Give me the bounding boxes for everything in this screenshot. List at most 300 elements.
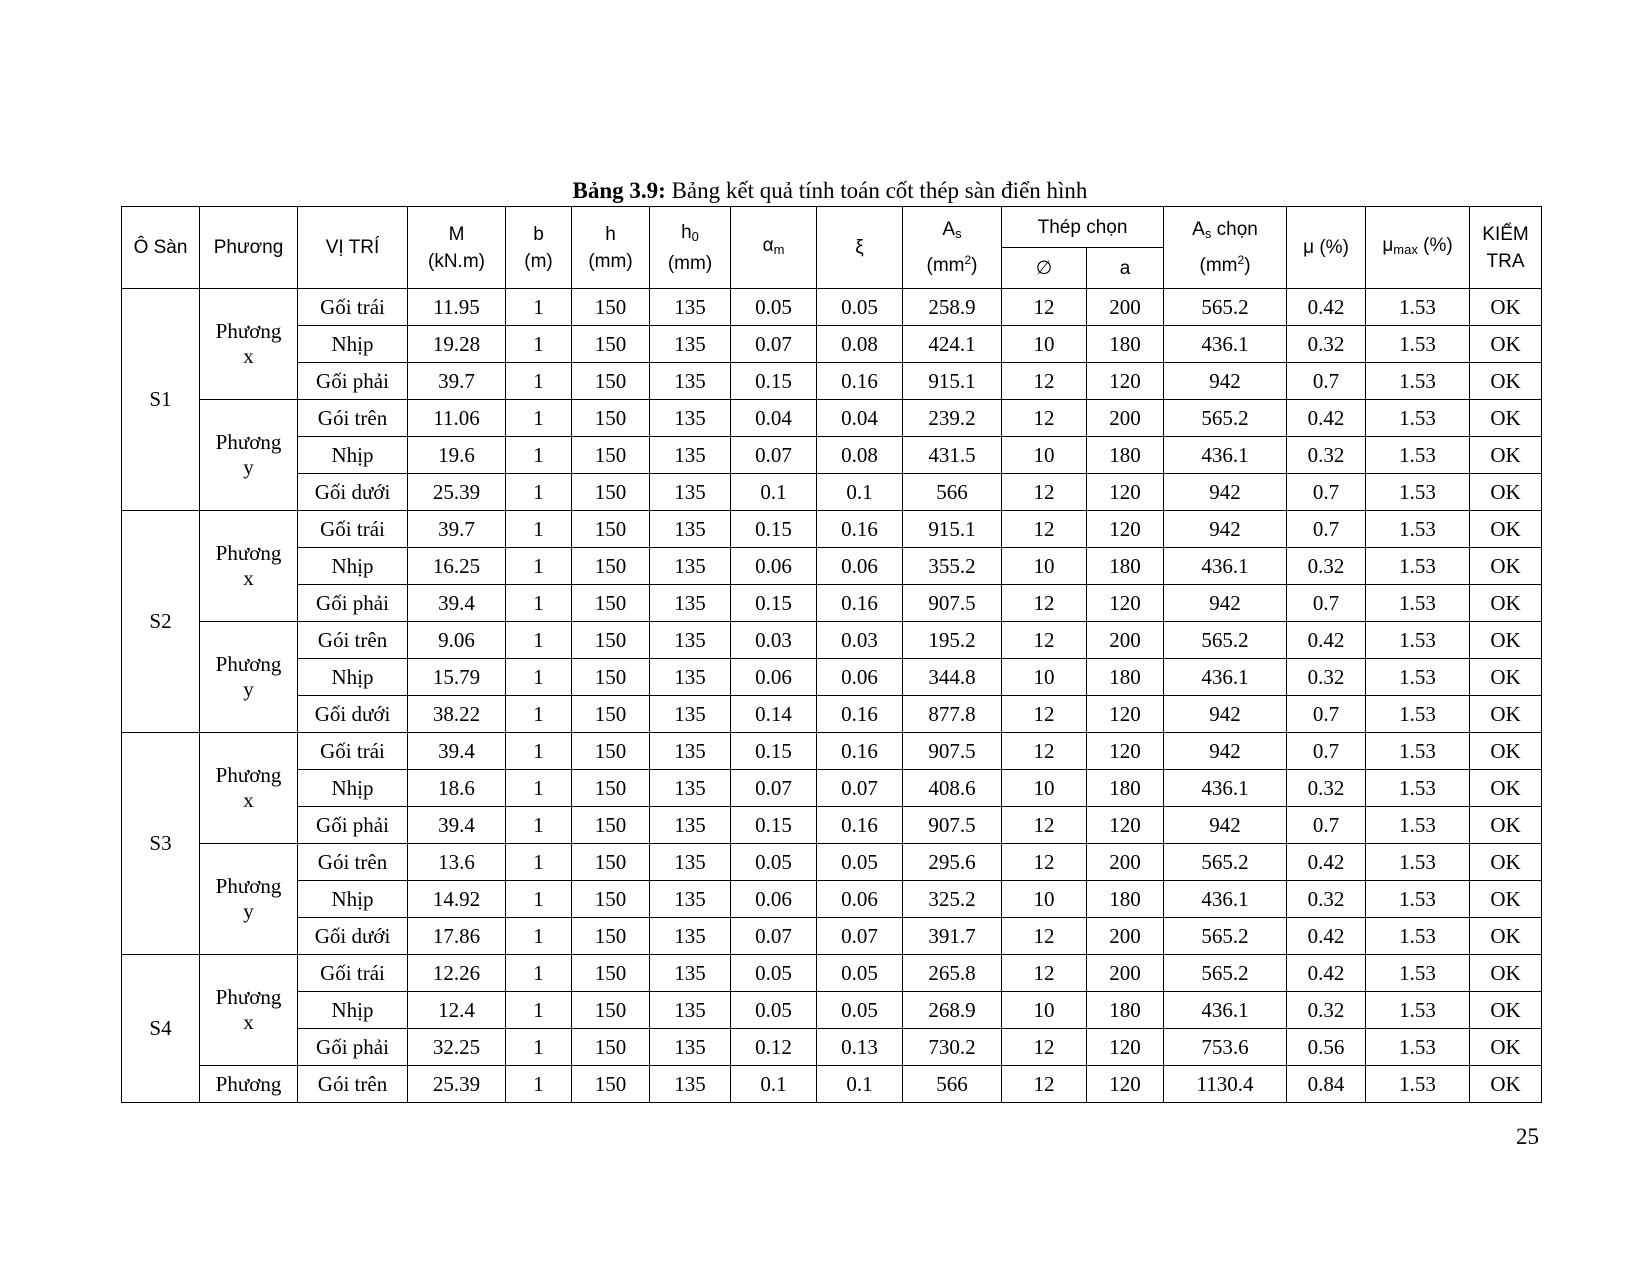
table-cell: 1.53	[1366, 770, 1470, 807]
table-cell: Gối phải	[298, 363, 408, 400]
table-cell: 0.06	[817, 548, 903, 585]
table-cell: 1.53	[1366, 326, 1470, 363]
direction-label: Phương y	[200, 400, 298, 511]
table-cell: 12	[1002, 696, 1087, 733]
table-cell: 135	[650, 844, 731, 881]
table-row	[122, 400, 1542, 437]
table-cell: 0.16	[817, 807, 903, 844]
table-cell: OK	[1470, 585, 1542, 622]
table-cell: 0.04	[817, 400, 903, 437]
table-cell: 150	[572, 326, 650, 363]
table-cell: 0.05	[817, 955, 903, 992]
table-cell: 942	[1164, 474, 1287, 511]
table-cell: 0.15	[731, 363, 817, 400]
table-cell: OK	[1470, 844, 1542, 881]
header-thep-chon: Thép chọn	[1002, 207, 1164, 248]
table-cell: 565.2	[1164, 289, 1287, 326]
table-cell: 180	[1087, 881, 1164, 918]
table-cell: 39.4	[408, 733, 506, 770]
table-cell: 0.1	[817, 474, 903, 511]
direction-label: Phương	[200, 1066, 298, 1103]
table-cell: 10	[1002, 992, 1087, 1029]
table-cell: OK	[1470, 1066, 1542, 1103]
table-cell: 120	[1087, 733, 1164, 770]
table-cell: 1	[506, 363, 572, 400]
direction-label: Phương x	[200, 289, 298, 400]
table-cell: 942	[1164, 363, 1287, 400]
table-cell: OK	[1470, 918, 1542, 955]
table-cell: 0.14	[731, 696, 817, 733]
header-mu-max: $\mu_{max}$ (%)	[1366, 207, 1470, 289]
table-cell: 1.53	[1366, 955, 1470, 992]
table-caption	[121, 176, 1539, 206]
table-cell: 0.07	[817, 770, 903, 807]
table-cell: OK	[1470, 770, 1542, 807]
header-as: $A_s$ $(mm^2)$	[903, 207, 1002, 289]
table-cell: 0.42	[1287, 844, 1366, 881]
header-moment: M (kN.m)	[408, 207, 506, 289]
table-cell: 120	[1087, 511, 1164, 548]
table-row	[122, 548, 1542, 585]
table-row	[122, 1066, 1542, 1103]
table-cell: 135	[650, 622, 731, 659]
table-cell: 1.53	[1366, 844, 1470, 881]
header-b: b (m)	[506, 207, 572, 289]
table-cell: 0.1	[731, 474, 817, 511]
table-cell: 0.32	[1287, 548, 1366, 585]
header-as-chon: $A_s$ chọn $(mm^2)$	[1164, 207, 1287, 289]
table-cell: 907.5	[903, 807, 1002, 844]
table-cell: 1.53	[1366, 363, 1470, 400]
table-cell: 0.03	[731, 622, 817, 659]
table-cell: 0.05	[731, 844, 817, 881]
table-cell: 942	[1164, 511, 1287, 548]
table-cell: Nhịp	[298, 770, 408, 807]
table-cell: 753.6	[1164, 1029, 1287, 1066]
table-cell: 11.95	[408, 289, 506, 326]
table-cell: 135	[650, 659, 731, 696]
table-cell: 150	[572, 400, 650, 437]
table-cell: 150	[572, 807, 650, 844]
table-cell: 120	[1087, 1066, 1164, 1103]
table-cell: 135	[650, 696, 731, 733]
table-cell: 10	[1002, 659, 1087, 696]
table-cell: 200	[1087, 400, 1164, 437]
table-cell: Gối phải	[298, 807, 408, 844]
table-cell: 1	[506, 326, 572, 363]
table-cell: 120	[1087, 807, 1164, 844]
table-cell: 436.1	[1164, 326, 1287, 363]
table-cell: 344.8	[903, 659, 1002, 696]
table-cell: 32.25	[408, 1029, 506, 1066]
table-cell: 135	[650, 1029, 731, 1066]
direction-label: Phương x	[200, 955, 298, 1066]
table-cell: 150	[572, 733, 650, 770]
table-cell: 0.06	[731, 659, 817, 696]
table-cell: 14.92	[408, 881, 506, 918]
table-cell: 0.12	[731, 1029, 817, 1066]
table-cell: 135	[650, 363, 731, 400]
table-cell: 180	[1087, 659, 1164, 696]
table-cell: 25.39	[408, 474, 506, 511]
table-cell: 0.13	[817, 1029, 903, 1066]
table-cell: 150	[572, 622, 650, 659]
table-cell: OK	[1470, 1029, 1542, 1066]
table-cell: OK	[1470, 733, 1542, 770]
table-cell: 1	[506, 511, 572, 548]
table-cell: 15.79	[408, 659, 506, 696]
table-cell: Nhịp	[298, 659, 408, 696]
table-cell: 150	[572, 844, 650, 881]
table-cell: 38.22	[408, 696, 506, 733]
table-cell: 12	[1002, 511, 1087, 548]
table-cell: 0.05	[817, 992, 903, 1029]
slab-label: S1	[122, 289, 200, 511]
table-cell: OK	[1470, 696, 1542, 733]
table-cell: 1	[506, 770, 572, 807]
table-cell: 1	[506, 585, 572, 622]
table-cell: 0.15	[731, 733, 817, 770]
table-cell: 268.9	[903, 992, 1002, 1029]
table-cell: 436.1	[1164, 437, 1287, 474]
table-cell: 1.53	[1366, 992, 1470, 1029]
table-cell: OK	[1470, 511, 1542, 548]
table-cell: 1	[506, 437, 572, 474]
table-row	[122, 437, 1542, 474]
table-row	[122, 844, 1542, 881]
table-cell: 0.42	[1287, 918, 1366, 955]
table-cell: 295.6	[903, 844, 1002, 881]
direction-label: Phương x	[200, 733, 298, 844]
table-cell: Gối phải	[298, 585, 408, 622]
header-diameter: ∅	[1002, 248, 1087, 289]
table-cell: 120	[1087, 1029, 1164, 1066]
table-cell: 135	[650, 992, 731, 1029]
table-cell: 0.07	[817, 918, 903, 955]
table-row	[122, 585, 1542, 622]
table-cell: 942	[1164, 585, 1287, 622]
table-cell: Nhịp	[298, 881, 408, 918]
table-cell: 1.53	[1366, 1029, 1470, 1066]
table-cell: 0.15	[731, 511, 817, 548]
table-cell: 135	[650, 881, 731, 918]
table-cell: 10	[1002, 548, 1087, 585]
table-cell: 150	[572, 992, 650, 1029]
table-cell: 0.07	[731, 326, 817, 363]
table-cell: 1	[506, 955, 572, 992]
header-kiem-tra: KIỂM TRA	[1470, 207, 1542, 289]
table-row	[122, 622, 1542, 659]
direction-label: Phương y	[200, 844, 298, 955]
table-cell: 12	[1002, 474, 1087, 511]
table-cell: 0.08	[817, 437, 903, 474]
table-cell: 150	[572, 881, 650, 918]
table-cell: 0.1	[817, 1066, 903, 1103]
table-cell: 135	[650, 733, 731, 770]
table-cell: 18.6	[408, 770, 506, 807]
table-cell: 0.06	[731, 881, 817, 918]
header-phuong: Phương	[200, 207, 298, 289]
header-o-san: Ô Sàn	[122, 207, 200, 289]
table-row	[122, 733, 1542, 770]
table-cell: Gối dưới	[298, 918, 408, 955]
table-cell: 1	[506, 696, 572, 733]
table-cell: 1	[506, 844, 572, 881]
table-cell: 11.06	[408, 400, 506, 437]
table-cell: 12.4	[408, 992, 506, 1029]
table-cell: 12	[1002, 1066, 1087, 1103]
table-cell: 0.32	[1287, 659, 1366, 696]
table-cell: 12	[1002, 918, 1087, 955]
table-cell: 942	[1164, 696, 1287, 733]
table-cell: 195.2	[903, 622, 1002, 659]
table-row	[122, 326, 1542, 363]
table-cell: 0.7	[1287, 511, 1366, 548]
table-cell: 150	[572, 918, 650, 955]
slab-label: S4	[122, 955, 200, 1103]
table-cell: 0.32	[1287, 992, 1366, 1029]
table-cell: Gối dưới	[298, 474, 408, 511]
table-cell: OK	[1470, 437, 1542, 474]
table-cell: 907.5	[903, 733, 1002, 770]
header-alpha-m: $\alpha_m$	[731, 207, 817, 289]
table-cell: 1.53	[1366, 474, 1470, 511]
table-cell: 200	[1087, 622, 1164, 659]
table-cell: 180	[1087, 548, 1164, 585]
table-cell: 1	[506, 881, 572, 918]
table-cell: 1.53	[1366, 585, 1470, 622]
table-cell: 0.7	[1287, 807, 1366, 844]
table-cell: 0.32	[1287, 437, 1366, 474]
table-cell: 150	[572, 289, 650, 326]
table-cell: 25.39	[408, 1066, 506, 1103]
table-cell: 0.42	[1287, 289, 1366, 326]
table-cell: 424.1	[903, 326, 1002, 363]
table-cell: 0.06	[817, 659, 903, 696]
table-cell: 1.53	[1366, 511, 1470, 548]
table-cell: 565.2	[1164, 622, 1287, 659]
table-cell: 1	[506, 548, 572, 585]
table-cell: 12	[1002, 622, 1087, 659]
slab-label: S2	[122, 511, 200, 733]
table-cell: 0.16	[817, 696, 903, 733]
table-cell: 0.07	[731, 918, 817, 955]
table-cell: 150	[572, 955, 650, 992]
table-cell: 19.6	[408, 437, 506, 474]
table-cell: 431.5	[903, 437, 1002, 474]
table-cell: 1.53	[1366, 1066, 1470, 1103]
table-cell: 942	[1164, 733, 1287, 770]
table-cell: 0.42	[1287, 622, 1366, 659]
caption-text: Bảng kết quả tính toán cốt thép sàn điển hình	[665, 178, 1088, 203]
table-cell: 0.7	[1287, 733, 1366, 770]
table-cell: 12	[1002, 955, 1087, 992]
table-cell: 1.53	[1366, 881, 1470, 918]
table-cell: 436.1	[1164, 881, 1287, 918]
table-cell: 566	[903, 474, 1002, 511]
table-cell: 0.16	[817, 511, 903, 548]
table-row	[122, 881, 1542, 918]
table-cell: 1	[506, 622, 572, 659]
table-cell: OK	[1470, 363, 1542, 400]
table-cell: 877.8	[903, 696, 1002, 733]
table-cell: 0.04	[731, 400, 817, 437]
table-cell: 120	[1087, 696, 1164, 733]
table-cell: 39.7	[408, 511, 506, 548]
table-cell: 0.05	[731, 992, 817, 1029]
table-cell: 1130.4	[1164, 1066, 1287, 1103]
table-cell: 39.7	[408, 363, 506, 400]
table-cell: 1	[506, 659, 572, 696]
table-cell: OK	[1470, 807, 1542, 844]
table-cell: 0.08	[817, 326, 903, 363]
direction-label: Phương y	[200, 622, 298, 733]
table-cell: Nhịp	[298, 992, 408, 1029]
table-cell: 39.4	[408, 807, 506, 844]
table-row	[122, 918, 1542, 955]
header-xi: ξ	[817, 207, 903, 289]
table-cell: 19.28	[408, 326, 506, 363]
table-cell: 258.9	[903, 289, 1002, 326]
table-row	[122, 1029, 1542, 1066]
header-h0: $h_0$ (mm)	[650, 207, 731, 289]
table-cell: 200	[1087, 844, 1164, 881]
table-cell: 0.7	[1287, 363, 1366, 400]
table-cell: 17.86	[408, 918, 506, 955]
table-cell: 150	[572, 1029, 650, 1066]
table-cell: 12.26	[408, 955, 506, 992]
table-cell: Gối trái	[298, 289, 408, 326]
table-cell: 1	[506, 918, 572, 955]
table-cell: 135	[650, 585, 731, 622]
table-cell: 1.53	[1366, 289, 1470, 326]
table-cell: 180	[1087, 770, 1164, 807]
table-cell: Nhịp	[298, 437, 408, 474]
table-cell: 565.2	[1164, 400, 1287, 437]
table-cell: 265.8	[903, 955, 1002, 992]
table-row	[122, 289, 1542, 326]
table-cell: 150	[572, 696, 650, 733]
table-cell: OK	[1470, 474, 1542, 511]
slab-label: S3	[122, 733, 200, 955]
table-row	[122, 696, 1542, 733]
table-cell: Gói trên	[298, 1066, 408, 1103]
table-cell: OK	[1470, 955, 1542, 992]
table-cell: 0.15	[731, 807, 817, 844]
table-cell: 0.32	[1287, 326, 1366, 363]
table-cell: 0.07	[731, 770, 817, 807]
table-cell: 180	[1087, 992, 1164, 1029]
table-cell: 135	[650, 511, 731, 548]
table-cell: 12	[1002, 733, 1087, 770]
table-cell: OK	[1470, 400, 1542, 437]
table-cell: 565.2	[1164, 918, 1287, 955]
table-cell: Gói trên	[298, 622, 408, 659]
table-cell: 942	[1164, 807, 1287, 844]
table-cell: 0.05	[817, 289, 903, 326]
table-cell: 150	[572, 585, 650, 622]
table-cell: 1.53	[1366, 400, 1470, 437]
table-cell: OK	[1470, 289, 1542, 326]
table-cell: OK	[1470, 881, 1542, 918]
reinforcement-table	[121, 206, 1542, 1103]
table-cell: 1	[506, 807, 572, 844]
table-cell: 408.6	[903, 770, 1002, 807]
table-body	[122, 289, 1542, 1103]
table-cell: 325.2	[903, 881, 1002, 918]
table-cell: 355.2	[903, 548, 1002, 585]
table-cell: 1.53	[1366, 696, 1470, 733]
table-cell: 0.07	[731, 437, 817, 474]
table-cell: 12	[1002, 844, 1087, 881]
table-cell: 150	[572, 511, 650, 548]
table-cell: 0.16	[817, 733, 903, 770]
table-cell: 730.2	[903, 1029, 1002, 1066]
table-cell: 915.1	[903, 363, 1002, 400]
header-vi-tri: VỊ TRÍ	[298, 207, 408, 289]
table-cell: 0.32	[1287, 881, 1366, 918]
table-cell: OK	[1470, 548, 1542, 585]
table-cell: 436.1	[1164, 659, 1287, 696]
direction-label: Phương x	[200, 511, 298, 622]
table-cell: 0.16	[817, 363, 903, 400]
table-cell: 120	[1087, 363, 1164, 400]
table-cell: 1	[506, 474, 572, 511]
table-cell: 0.42	[1287, 955, 1366, 992]
table-cell: 1	[506, 400, 572, 437]
table-cell: Gối trái	[298, 733, 408, 770]
table-cell: 0.05	[731, 955, 817, 992]
table-cell: 150	[572, 363, 650, 400]
table-cell: 150	[572, 659, 650, 696]
header-h: h (mm)	[572, 207, 650, 289]
table-cell: 436.1	[1164, 992, 1287, 1029]
table-cell: 16.25	[408, 548, 506, 585]
table-cell: 12	[1002, 289, 1087, 326]
table-cell: 12	[1002, 363, 1087, 400]
table-cell: 0.7	[1287, 474, 1366, 511]
table-cell: 135	[650, 955, 731, 992]
table-cell: 39.4	[408, 585, 506, 622]
table-cell: 12	[1002, 585, 1087, 622]
table-cell: 391.7	[903, 918, 1002, 955]
table-cell: 915.1	[903, 511, 1002, 548]
table-cell: 0.7	[1287, 585, 1366, 622]
table-cell: 135	[650, 918, 731, 955]
table-cell: 907.5	[903, 585, 1002, 622]
table-cell: 150	[572, 474, 650, 511]
table-cell: 565.2	[1164, 844, 1287, 881]
table-cell: 0.16	[817, 585, 903, 622]
table-cell: 1	[506, 733, 572, 770]
table-cell: 1	[506, 1066, 572, 1103]
table-cell: 1.53	[1366, 548, 1470, 585]
table-cell: 436.1	[1164, 770, 1287, 807]
table-cell: 10	[1002, 437, 1087, 474]
table-cell: Nhịp	[298, 326, 408, 363]
table-cell: 135	[650, 474, 731, 511]
table-row	[122, 955, 1542, 992]
table-cell: 0.05	[731, 289, 817, 326]
table-cell: 0.56	[1287, 1029, 1366, 1066]
table-cell: OK	[1470, 326, 1542, 363]
table-row	[122, 511, 1542, 548]
table-cell: 0.42	[1287, 400, 1366, 437]
table-cell: 135	[650, 770, 731, 807]
header-spacing: a	[1087, 248, 1164, 289]
table-cell: 0.06	[731, 548, 817, 585]
caption-label: Bảng 3.9:	[572, 178, 666, 203]
